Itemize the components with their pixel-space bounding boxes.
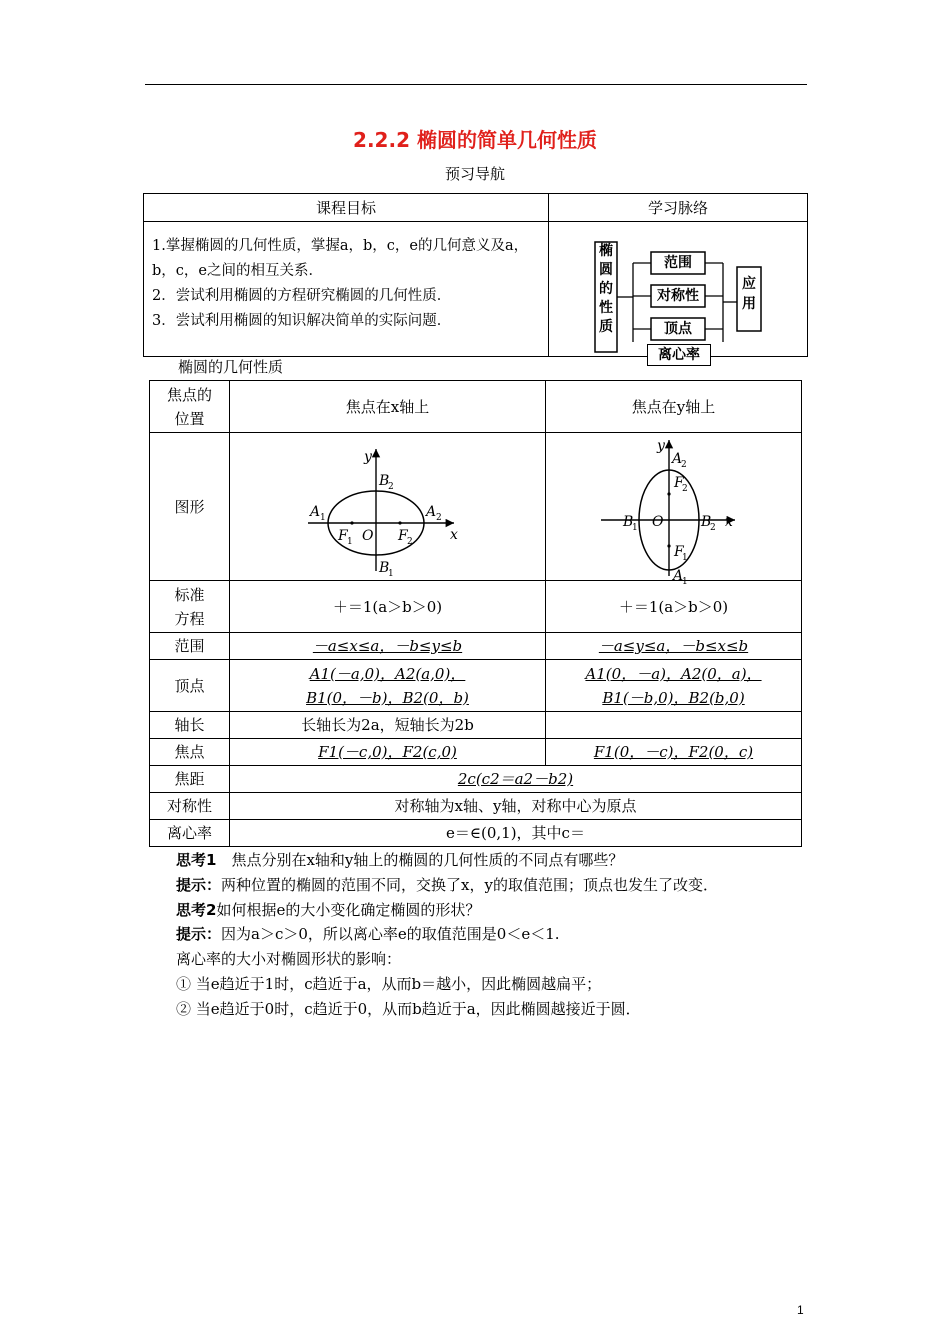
fig1-B2: B bbox=[378, 472, 389, 489]
fig2-F1-sub: 1 bbox=[681, 552, 688, 563]
row-label-eccentricity: 离心率 bbox=[150, 820, 230, 847]
equation-x: ＋＝1(a＞b＞0) bbox=[230, 581, 546, 633]
equation-y: ＋＝1(a＞b＞0) bbox=[546, 581, 802, 633]
header-x-axis: 焦点在x轴上 bbox=[230, 381, 546, 433]
fig2-F2: F bbox=[673, 474, 684, 491]
vertex-x bbox=[230, 660, 546, 712]
fig2-A1: A bbox=[672, 567, 683, 584]
question-1-text: 焦点分别在x轴和y轴上的椭圆的几何性质的不同点有哪些？ bbox=[216, 851, 624, 869]
answer-2-label: 提示： bbox=[176, 925, 222, 944]
fig1-F2-sub: 2 bbox=[406, 536, 413, 547]
notes bbox=[176, 848, 718, 1022]
vertex-y-line1: A1(0，－a)，A2(0，a)， bbox=[585, 664, 762, 683]
row-label-equation-text: 标准方程 bbox=[174, 585, 205, 628]
vertex-y-line2: B1(－b,0)，B2(b,0) bbox=[602, 688, 745, 707]
map-result-text: 应用 bbox=[742, 276, 756, 312]
fig1-F1-sub: 1 bbox=[346, 536, 353, 547]
fig2-B2-sub: 2 bbox=[709, 522, 716, 533]
fig1-x-label: x bbox=[449, 526, 458, 543]
row-label-equation bbox=[150, 581, 230, 633]
fig1-A2-sub: 2 bbox=[435, 512, 442, 523]
question-1-label: 思考1 bbox=[176, 851, 217, 869]
answer-1-label: 提示： bbox=[176, 875, 222, 894]
vertex-x-line2: B1(0，－b)，B2(0，b) bbox=[306, 688, 469, 707]
map-item-range: 范围 bbox=[664, 255, 692, 271]
goals-table bbox=[143, 193, 808, 363]
header-y-axis: 焦点在y轴上 bbox=[546, 381, 802, 433]
question-2-label: 思考2 bbox=[176, 900, 217, 919]
page-subtitle: 预习导航 bbox=[444, 165, 505, 183]
fig2-B1: B bbox=[622, 513, 633, 530]
eccentricity: e＝∈(0,1)，其中c＝ bbox=[230, 820, 802, 847]
page-number: 1 bbox=[797, 1303, 804, 1317]
concept-map-cell bbox=[549, 222, 808, 363]
row-label-focus: 焦点 bbox=[150, 739, 230, 766]
answer-2-text: 因为a＞c＞0，所以离心率e的取值范围是0＜e＜1. bbox=[221, 925, 560, 944]
fig1-origin: O bbox=[361, 527, 373, 544]
fig2-A2-sub: 2 bbox=[680, 459, 687, 470]
goals-header: 课程目标 bbox=[144, 194, 549, 222]
range-x: －a≤x≤a，－b≤y≤b bbox=[230, 633, 546, 660]
header-position bbox=[150, 381, 230, 433]
fig2-y-label: y bbox=[656, 437, 665, 454]
goal-item: 3．尝试利用椭圆的知识解决简单的实际问题． bbox=[152, 313, 452, 329]
fig2-origin: O bbox=[651, 513, 663, 530]
map-root-text: 椭圆的性质 bbox=[599, 243, 613, 335]
page-title: 2.2.2 椭圆的简单几何性质 bbox=[353, 128, 597, 152]
header-position-text: 焦点的位置 bbox=[166, 385, 212, 428]
ellipse-y-figure bbox=[601, 436, 747, 587]
figure-x-ellipse bbox=[230, 433, 546, 581]
fig2-B2: B bbox=[700, 513, 711, 530]
map-item-vertex: 顶点 bbox=[664, 321, 692, 337]
section-label: 椭圆的几何性质 bbox=[178, 358, 284, 376]
fig1-A1-sub: 1 bbox=[319, 512, 326, 523]
fig1-A1: A bbox=[309, 503, 320, 520]
map-item-symmetry: 对称性 bbox=[657, 288, 699, 304]
fig1-B1: B bbox=[378, 559, 389, 576]
figure-y-ellipse bbox=[546, 433, 802, 587]
map-header: 学习脉络 bbox=[549, 194, 808, 222]
fig2-F1: F bbox=[673, 543, 684, 560]
map-result-label bbox=[737, 274, 761, 314]
map-item-eccentricity: 离心率 bbox=[647, 344, 711, 366]
focus-y: F1(0，－c)，F2(0，c) bbox=[546, 739, 802, 766]
row-label-vertex: 顶点 bbox=[150, 660, 230, 712]
row-label-symmetry: 对称性 bbox=[150, 793, 230, 820]
axis-length-x: 长轴长为2a，短轴长为2b bbox=[230, 712, 546, 739]
question-1 bbox=[176, 848, 718, 873]
note-line-4: ① 当e趋近于1时，c趋近于a，从而b＝越小，因此椭圆越扁平； bbox=[176, 974, 602, 993]
fig1-F1: F bbox=[337, 527, 348, 544]
question-2 bbox=[176, 898, 718, 923]
focus-x: F1(－c,0)，F2(c,0) bbox=[230, 739, 546, 766]
goal-item: 2．尝试利用椭圆的方程研究椭圆的几何性质． bbox=[152, 288, 452, 304]
goal-item: 1.掌握椭圆的几何性质，掌握a，b，c，e的几何意义及a，b，c，e之间的相互关系． bbox=[152, 238, 529, 279]
properties-table bbox=[149, 380, 802, 847]
fig2-A1-sub: 1 bbox=[681, 576, 688, 587]
row-label-axis-length: 轴长 bbox=[150, 712, 230, 739]
axis-length-y bbox=[546, 712, 802, 739]
row-label-range: 范围 bbox=[150, 633, 230, 660]
note-line-3: 离心率的大小对椭圆形状的影响： bbox=[176, 950, 402, 969]
question-2-text: 如何根据e的大小变化确定椭圆的形状？ bbox=[216, 900, 481, 919]
fig1-B1-sub: 1 bbox=[387, 568, 394, 579]
map-root-label bbox=[595, 242, 617, 337]
vertex-x-line1: A1(－a,0)，A2(a,0)， bbox=[309, 664, 466, 683]
fig2-x-label: x bbox=[724, 513, 733, 530]
fig2-F2-sub: 2 bbox=[681, 483, 688, 494]
figure-label: 图形 bbox=[150, 433, 230, 581]
goals-cell bbox=[144, 222, 549, 357]
symmetry: 对称轴为x轴、y轴，对称中心为原点 bbox=[230, 793, 802, 820]
fig2-B1-sub: 1 bbox=[631, 522, 638, 533]
range-y: －a≤y≤a，－b≤x≤b bbox=[546, 633, 802, 660]
answer-1 bbox=[176, 873, 718, 898]
fig1-F2: F bbox=[397, 527, 408, 544]
fig1-A2: A bbox=[425, 503, 436, 520]
header-rule bbox=[145, 84, 807, 85]
fig1-B2-sub: 2 bbox=[387, 481, 394, 492]
answer-2 bbox=[176, 922, 718, 947]
answer-1-text: 两种位置的椭圆的范围不同，交换了x，y的取值范围；顶点也发生了改变． bbox=[221, 875, 718, 894]
fig2-A2: A bbox=[671, 450, 682, 467]
vertex-y bbox=[546, 660, 802, 712]
focal-distance: 2c(c2＝a2－b2) bbox=[230, 766, 802, 793]
fig1-y-label: y bbox=[363, 448, 372, 465]
note-line-5: ② 当e趋近于0时，c趋近于0，从而b趋近于a，因此椭圆越接近于圆． bbox=[176, 999, 641, 1018]
row-label-focal-distance: 焦距 bbox=[150, 766, 230, 793]
ellipse-x-figure bbox=[308, 439, 468, 579]
